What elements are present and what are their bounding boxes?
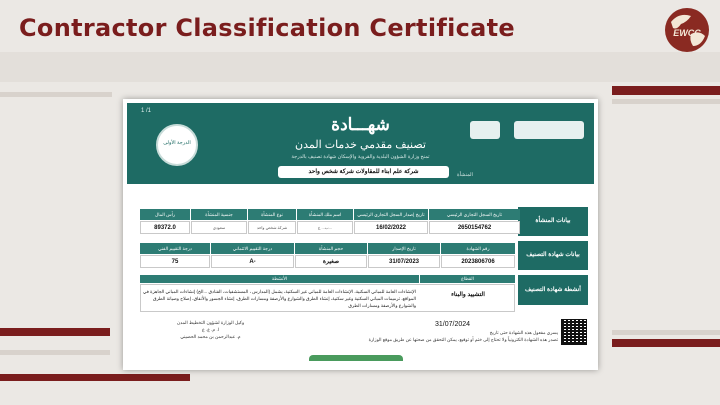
certificate-header	[127, 103, 594, 184]
deco-bar	[612, 99, 720, 104]
sector-header: القطاع	[420, 275, 515, 283]
table-cell: صغيرة	[295, 255, 367, 268]
table-header: اسم ملك المنشأة	[297, 209, 353, 220]
table-cell: 2650154762	[429, 221, 520, 234]
table-header: تاريخ إصدار السجل التجاري الرئيسي	[354, 209, 428, 220]
deco-stripe	[0, 374, 190, 381]
deco-stripe	[0, 328, 110, 336]
seal-text: الدرجة الأولى	[163, 140, 191, 146]
ministry-logo	[514, 121, 584, 139]
ministry-logos	[470, 119, 588, 141]
table-header: تاريخ السجل التجاري الرئيسي	[429, 209, 520, 220]
deco-stripe	[612, 86, 720, 95]
footer-tab	[309, 355, 403, 361]
establishment-table	[140, 209, 515, 233]
sector-value: التشييد والبناء	[451, 292, 485, 298]
logo-text: EWCC	[673, 28, 701, 38]
slide-title: Contractor Classification Certificate	[19, 14, 515, 42]
valid-until-date: 31/07/2024	[435, 321, 471, 328]
qr-code-icon[interactable]	[561, 319, 587, 345]
activities-header: الأنشطة	[140, 275, 419, 283]
table-header: رقم الشهادة	[441, 243, 515, 254]
deco-bar	[0, 350, 110, 355]
activities-text: الإنشاءات العامة للمباني السكنية، الإنشاءات العامة للمباني غير السكنية، يشمل (المدارس ، المستشفيات، الفنادق ...الخ) إنشاءات المباني الجاهزة في المواقع، ترميمات المباني السكنية وغير سكنية، إنشاء الطرق والشوارع والأرصفة ومسارات الطرق، إنشاء الجسور والأنفاق، إصلاح وصيانة الطرق والشوارع والأرصفة ومسارات الطرق	[143, 289, 416, 308]
certificate-document	[123, 99, 598, 370]
section-establishment: بيانات المنشأة	[518, 207, 588, 236]
deco-bar	[0, 92, 112, 97]
page-number: 1 /1	[141, 108, 152, 114]
certificate-title: شهـــادة	[331, 115, 390, 134]
table-cell: 31/07/2023	[368, 255, 440, 268]
signature-initials: ا. م. ع. ع	[202, 327, 219, 332]
balady-logo	[470, 121, 500, 139]
company-label: المنشأة	[457, 172, 473, 178]
signature-name: م. عبدالرحمن بن محمد الحصيني	[180, 334, 241, 339]
activities-header-row	[140, 275, 515, 283]
validity-note: يسري مفعول هذه الشهادة حتى تاريخ	[489, 330, 558, 335]
deco-bar	[612, 330, 720, 335]
table-cell: 16/02/2022	[354, 221, 428, 234]
table-cell: 75	[140, 255, 210, 268]
table-header: درجة التقييم الفني	[140, 243, 210, 254]
table-cell: 89372.0	[140, 221, 190, 234]
title-band	[0, 52, 720, 82]
table-header: جنسية المنشأة	[191, 209, 247, 220]
table-header: حجم المنشأة	[295, 243, 367, 254]
table-cell: A-	[211, 255, 294, 268]
ewcc-logo	[665, 8, 709, 52]
signature-title: وكيل الوزارة لشؤون التخطيط المدن	[176, 320, 245, 325]
table-header: نوع المنشأة	[248, 209, 296, 220]
deco-stripe	[612, 339, 720, 347]
table-cell: سعودي	[191, 221, 247, 234]
section-activities: أنشطة شهادة التصنيف	[518, 275, 588, 305]
verification-note: تصدر هذه الشهادة الكترونياً ولا تحتاج إلى ختم أو توقيع، يمكن التحقق من صحتها عن طريق موقع الوزارة	[368, 337, 558, 342]
table-cell: ب... ع...	[297, 221, 353, 234]
table-header: درجة التقييم الائتماني	[211, 243, 294, 254]
table-header: رأس المال	[140, 209, 190, 220]
section-classification: بيانات شهادة التصنيف	[518, 241, 588, 270]
certificate-subtitle: تصنيف مقدمي خدمات المدن	[295, 139, 426, 151]
classification-table	[140, 243, 515, 267]
table-header: تاريخ الإصدار	[368, 243, 440, 254]
table-cell: شركة شخص واحد	[248, 221, 296, 234]
company-name: شركة علم ابناء للمقاولات شركة شخص واحد	[278, 166, 449, 178]
table-cell: 2023806706	[441, 255, 515, 268]
certificate-description: تمنح وزارة الشؤون البلدية والقروية والإسكان شهادة تصنيف بالدرجة	[291, 154, 430, 160]
signature-block	[173, 319, 248, 340]
